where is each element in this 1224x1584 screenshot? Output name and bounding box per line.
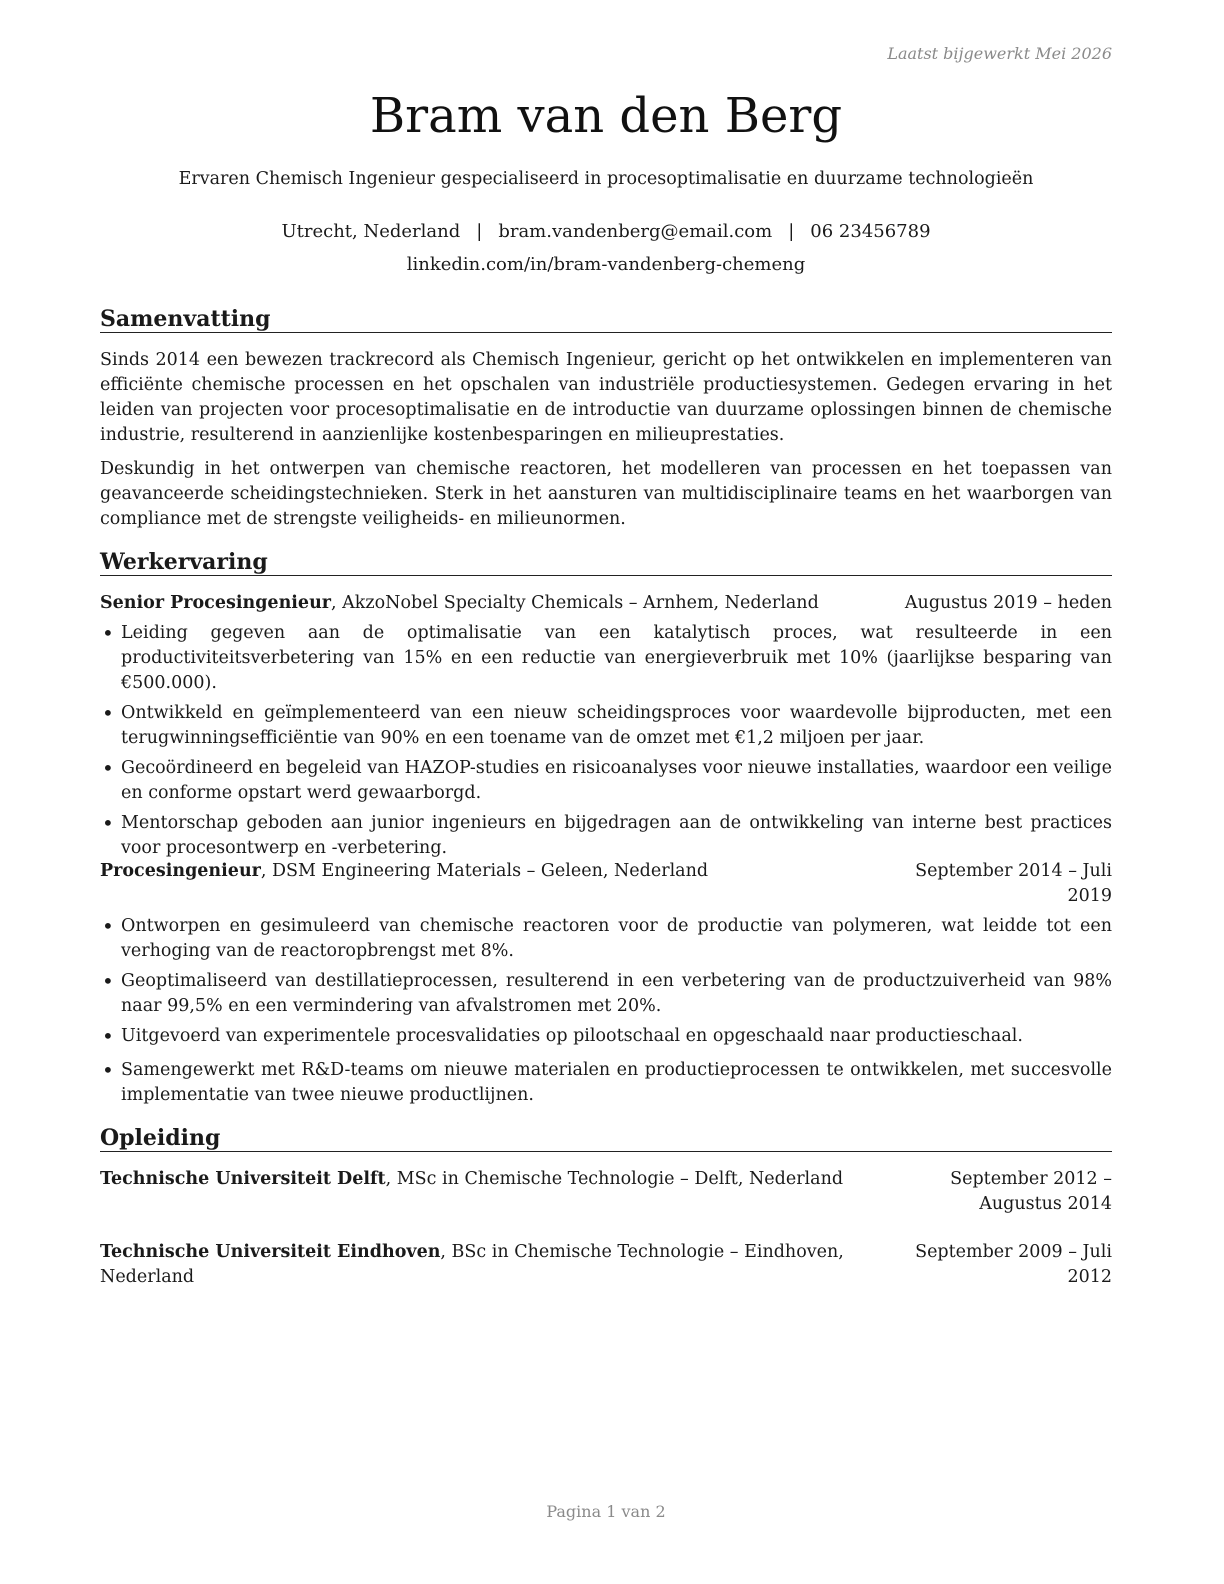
email[interactable]: bram.vandenberg@email.com [498,221,773,242]
education-school: Technische Universiteit Eindhoven [100,1242,441,1262]
job-dates: September 2014 – Juli 2019 [915,861,1112,906]
tagline: Ervaren Chemisch Ingenieur gespecialiseerd in procesoptimalisatie en duurzame technologieën [178,169,1034,189]
list-item: • Gecoördineerd en begeleid van HAZOP-studies en risicoanalyses voor nieuwe installaties, waardoor een veilige en conforme opstart werd gewaarborgd. [100,756,1112,806]
resume-page [100,0,1112,1584]
education-school: Technische Universiteit Delft [100,1169,386,1189]
phone: 06 23456789 [810,221,931,242]
list-item: • Geoptimaliseerd van destillatieprocessen, resulterend in een verbetering van de productzuiverheid van 98% naar 99,5% en een vermindering van afvalstromen met 20%. [100,969,1112,1019]
page-number: Pagina 1 van 2 [546,1502,666,1521]
linkedin-link[interactable]: linkedin.com/in/bram-vandenberg-chemeng [406,254,806,275]
list-item: • Ontworpen en gesimuleerd van chemische reactoren voor de productie van polymeren, wat leidde tot een verhoging van de reactoropbrengst met 8%. [100,914,1112,964]
summary-paragraph: Sinds 2014 een bewezen trackrecord als Chemisch Ingenieur, gericht op het ontwikkelen en implementeren van efficiënte chemische processen en het opschalen van industriële productiesystemen. Gedegen ervaring in het leiden van projecten voor procesoptimalisatie en de introductie van duurzame oplossingen binnen de chemische industrie, resulterend in aanzienlijke kostenbesparingen en milieuprestaties. [100,350,1112,445]
list-item: • Samengewerkt met R&D-teams om nieuwe materialen en productieprocessen te ontwikkelen, met succesvolle implementatie van twee nieuwe productlijnen. [100,1058,1112,1108]
location: Utrecht, Nederland [281,221,461,242]
summary-paragraph: Deskundig in het ontwerpen van chemische reactoren, het modelleren van processen en het toepassen van geavanceerde scheidingstechnieken. Sterk in het aansturen van multidisciplinaire teams en het waarborgen van compliance met de strengste veiligheids- en milieunormen. [100,459,1112,529]
list-item: • Leiding gegeven aan de optimalisatie van een katalytisch proces, wat resulteerde in een productiviteitsverbetering van 15% en een reductie van energieverbruik met 10% (jaarlijkse besparing van €500.000). [100,621,1112,696]
job-company: , AkzoNobel Specialty Chemicals – Arnhem, Nederland [331,593,819,613]
job-header [100,591,1112,616]
section-heading-education: Opleiding [100,1125,1112,1152]
contact-line [100,219,1112,244]
job-role: Senior Procesingenieur [100,593,332,613]
education-dates: September 2009 – Juli 2012 [915,1242,1112,1287]
contact-separator: | [476,221,483,242]
education-degree: , BSc in Chemische Technologie – Eindhoven, Nederland [100,1242,844,1287]
contact-separator: | [788,221,795,242]
education-degree: , MSc in Chemische Technologie – Delft, Nederland [385,1169,844,1189]
list-item: • Mentorschap geboden aan junior ingenieurs en bijgedragen aan de ontwikkeling van interne best practices voor procesontwerp en -verbetering. [100,811,1112,861]
education-dates: September 2012 – Augustus 2014 [950,1169,1112,1214]
job-dates: Augustus 2019 – heden [904,593,1112,613]
job-header [100,859,1112,906]
job-role: Procesingenieur [100,861,261,881]
list-item: • Uitgevoerd van experimentele procesvalidaties op pilootschaal en opgeschaald naar productieschaal. [100,1024,1112,1049]
list-item: • Ontwikkeld en geïmplementeerd van een nieuw scheidingsproces voor waardevolle bijproducten, met een terugwinningsefficiëntie van 90% en een toename van de omzet met €1,2 miljoen per jaar. [100,701,1112,751]
job-bullets [100,914,1112,1108]
section-heading-summary: Samenvatting [100,306,1112,333]
candidate-name: Bram van den Berg [369,88,843,144]
last-updated: Laatst bijgewerkt Mei 2026 [887,44,1112,63]
section-heading-experience: Werkervaring [100,549,1112,576]
job-bullets [100,621,1112,861]
job-company: , DSM Engineering Materials – Geleen, Nederland [260,861,709,881]
